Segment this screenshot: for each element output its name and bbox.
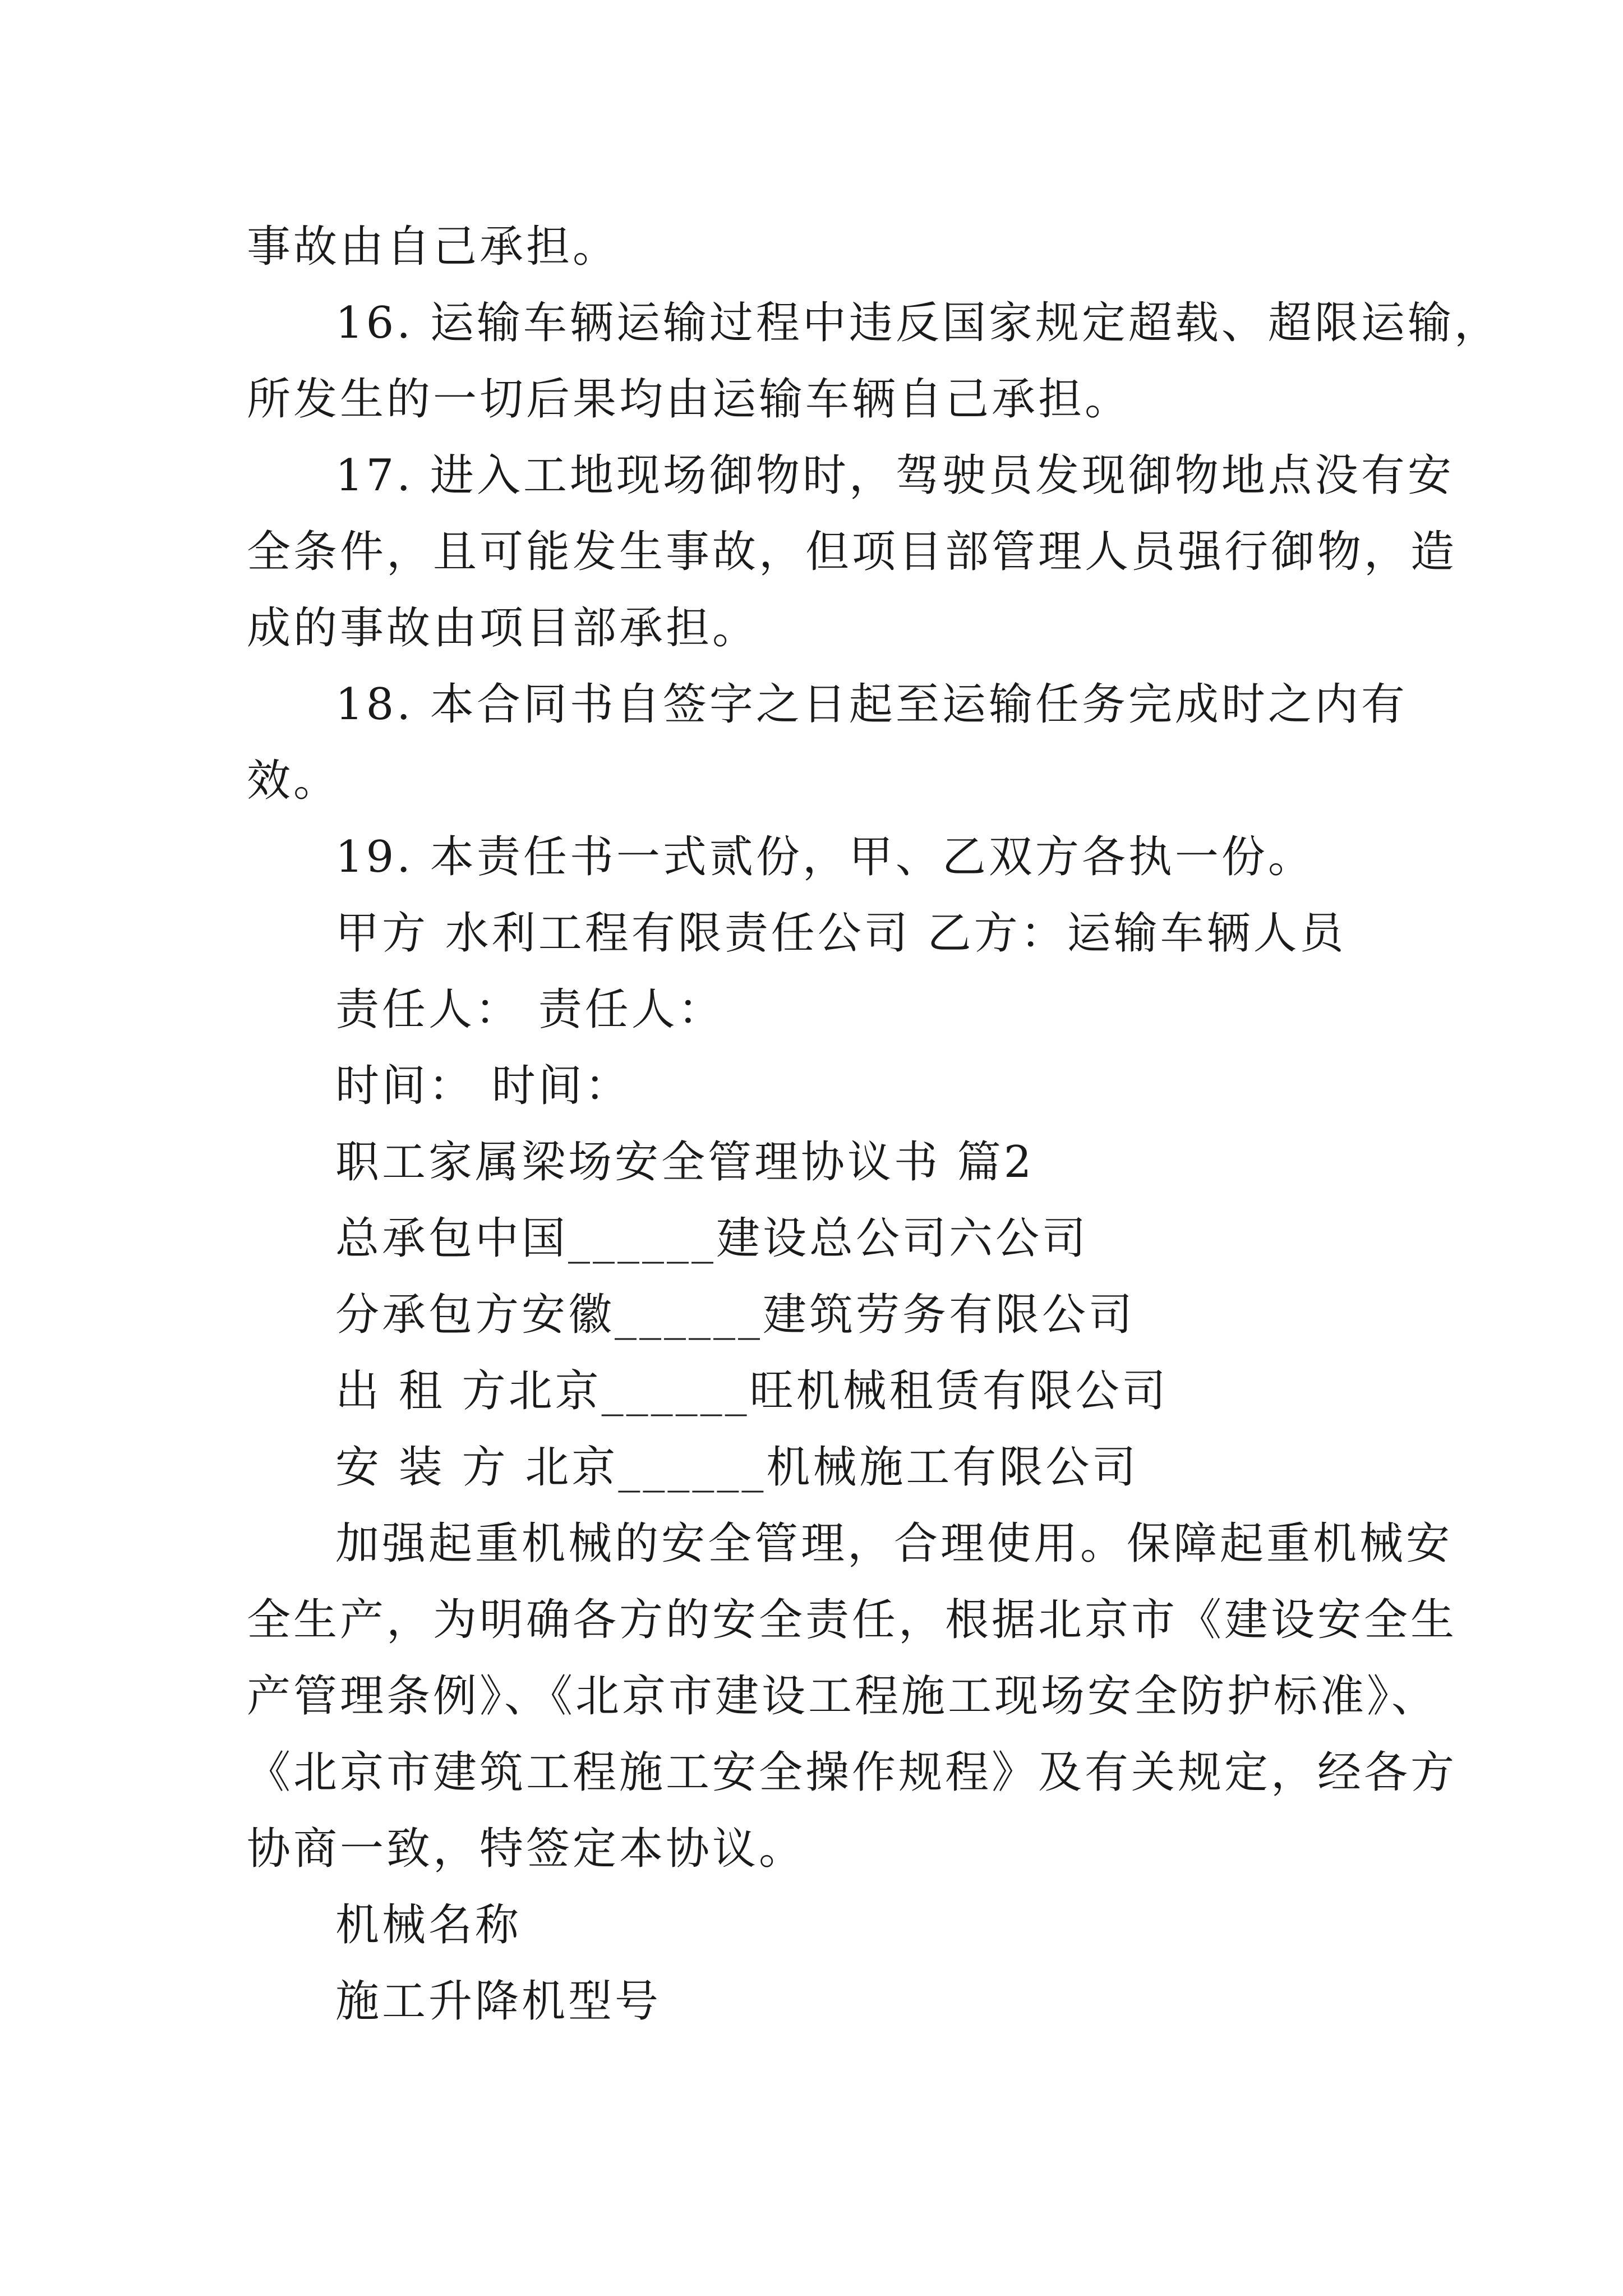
text-line: 出 租 方北京______旺机械租赁有限公司 (335, 1366, 1169, 1416)
text-line: 效。 (247, 756, 340, 806)
text-line: 总承包中国______建设总公司六公司 (335, 1213, 1089, 1264)
text-line: 18. 本合同书自签字之日起至运输任务完成时之内有 (335, 679, 1408, 730)
section-heading: 职工家属梁场安全管理协议书 篇2 (335, 1137, 1035, 1188)
text-line: 机械名称 (335, 1900, 522, 1950)
text-line: 甲方 水利工程有限责任公司 乙方：运输车辆人员 (335, 908, 1347, 959)
text-line: 时间： 时间： (335, 1061, 631, 1111)
text-line: 加强起重机械的安全管理，合理使用。保障起重机械安 (335, 1519, 1453, 1569)
document-body (247, 209, 1501, 2040)
text-line: 成的事故由项目部承担。 (247, 603, 759, 654)
text-line: 分承包方安徽______建筑劳务有限公司 (335, 1290, 1136, 1340)
text-line: 产管理条例》、《北京市建设工程施工现场安全防护标准》、 (247, 1671, 1438, 1722)
text-line: 16. 运输车辆运输过程中违反国家规定超载、超限运输， (335, 298, 1501, 348)
text-line: 施工升降机型号 (335, 1976, 662, 2027)
text-line: 全生产，为明确各方的安全责任，根据北京市《建设安全生 (247, 1595, 1458, 1645)
text-line: 全条件，且可能发生事故，但项目部管理人员强行御物，造 (247, 527, 1458, 577)
text-line: 19. 本责任书一式贰份，甲、乙双方各执一份。 (335, 832, 1315, 882)
text-line: 所发生的一切后果均由运输车辆自己承担。 (247, 374, 1132, 425)
text-line: 责任人： 责任人： (335, 984, 725, 1035)
text-line: 《北京市建筑工程施工安全操作规程》及有关规定，经各方 (247, 1747, 1458, 1798)
text-line: 17. 进入工地现场御物时，驾驶员发现御物地点没有安 (335, 450, 1454, 501)
text-line: 事故由自己承担。 (247, 222, 620, 272)
text-line: 安 装 方 北京______机械施工有限公司 (335, 1442, 1139, 1493)
text-line: 协商一致，特签定本协议。 (247, 1824, 806, 1874)
